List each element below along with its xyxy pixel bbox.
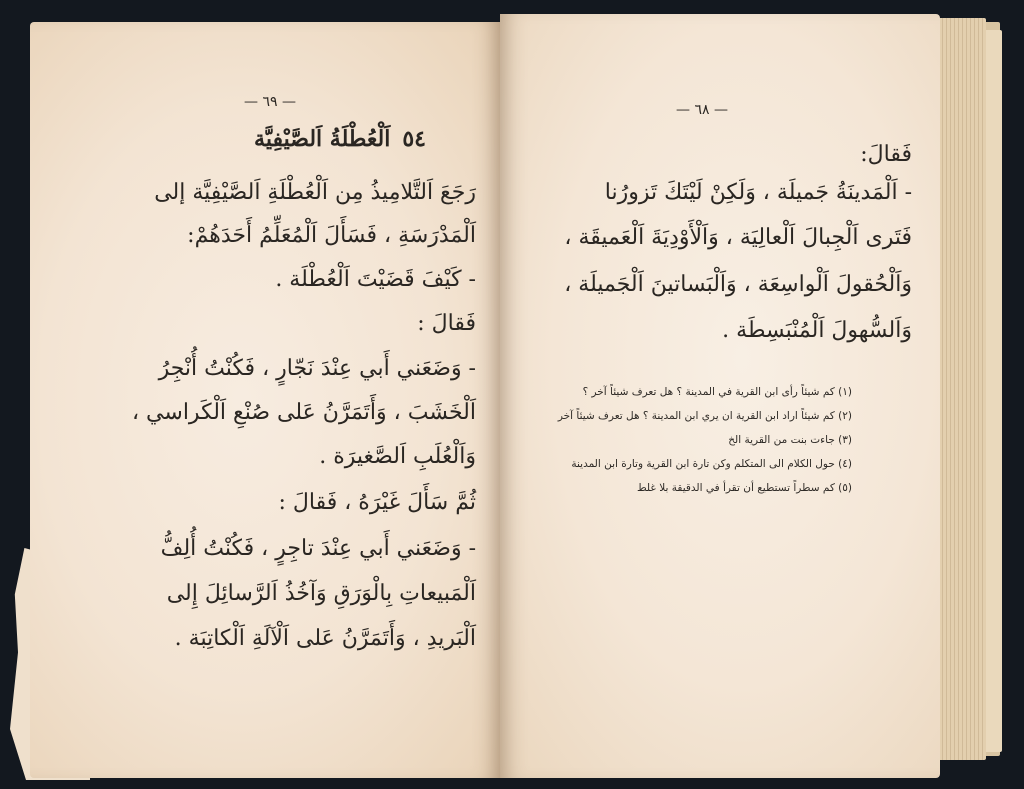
text-line: وَاَلْعُلَبِ اَلصَّغيرَة . [319, 444, 476, 469]
text-line: فَتَرى اَلْجِبالَ اَلْعالِيَة ، وَاَلْأَوْدِيَةَ اَلْعَميقَة ، [564, 225, 912, 250]
text-line: - اَلْمَدينَةُ جَميلَة ، وَلَكِنْ لَيْتَكَ تَزورُنا [604, 180, 912, 205]
page-number: — ٦٩ — [244, 94, 296, 110]
text-line: اَلْمَبيعاتِ بِالْوَرَقِ وَآخُذُ اَلرَّسائِلَ إِلى [166, 581, 476, 606]
right-page [500, 14, 940, 778]
text-line: ثُمَّ سَأَلَ غَيْرَهُ ، فَقالَ : [278, 490, 476, 515]
text-line: فَقالَ: [860, 142, 912, 167]
text-line: وَاَلسُّهولَ اَلْمُنْبَسِطَة . [722, 318, 912, 343]
text-line: اَلْبَريدِ ، وَأَتَمَرَّنُ عَلى اَلْآلَةِ اَلْكاتِبَة . [174, 626, 476, 651]
text-line: رَجَعَ اَلتَّلامِيذُ مِن اَلْعُطْلَةِ اَلصَّيْفِيَّة إلى [154, 180, 476, 205]
footnote: (٢) كم شيئاً اراد ابن القرية ان يري ابن المدينة ؟ هل تعرف شيئاً آخر [557, 410, 852, 422]
text-line: فَقالَ : [417, 311, 476, 336]
text-line: - كَيْفَ قَضَيْتَ اَلْعُطْلَة . [275, 267, 476, 292]
footnote: (٤) حول الكلام الى المتكلم وكن تارة ابن القرية وتارة ابن المدينة [571, 458, 852, 470]
page-edges-stack [934, 18, 986, 760]
text-line: وَاَلْحُقولَ اَلْواسِعَة ، وَاَلْبَساتينَ اَلْجَميلَة ، [564, 272, 912, 297]
lesson-heading [254, 126, 426, 152]
page-number: — ٦٨ — [676, 102, 728, 118]
footnote: (٥) كم سطراً تستطيع أن تقرأ في الدقيقة بلا غلط [636, 482, 852, 494]
lesson-title: اَلْعُطْلَةُ اَلصَّيْفِيَّة [254, 126, 391, 152]
text-line: اَلْخَشَبَ ، وَأَتَمَرَّنُ عَلى صُنْعِ اَلْكَراسي ، [131, 400, 476, 425]
left-page [30, 22, 500, 778]
text-line: اَلْمَدْرَسَةِ ، فَسَأَلَ اَلْمُعَلِّمُ أَحَدَهُمْ: [187, 223, 476, 248]
footnote: (٣) جاءت بنت من القرية الخ [728, 434, 852, 446]
text-line: - وَضَعَني أَبي عِنْدَ تاجِرٍ ، فَكُنْتُ أُلِفُّ [160, 536, 476, 561]
footnote: (١) كم شيئاً رأى ابن القرية في المدينة ؟ هل تعرف شيئاً آخر ؟ [582, 386, 852, 398]
lesson-number: ٥٤ [402, 126, 426, 152]
text-line: - وَضَعَني أَبي عِنْدَ نَجّارٍ ، فَكُنْتُ أُنْجِرُ [158, 356, 476, 381]
